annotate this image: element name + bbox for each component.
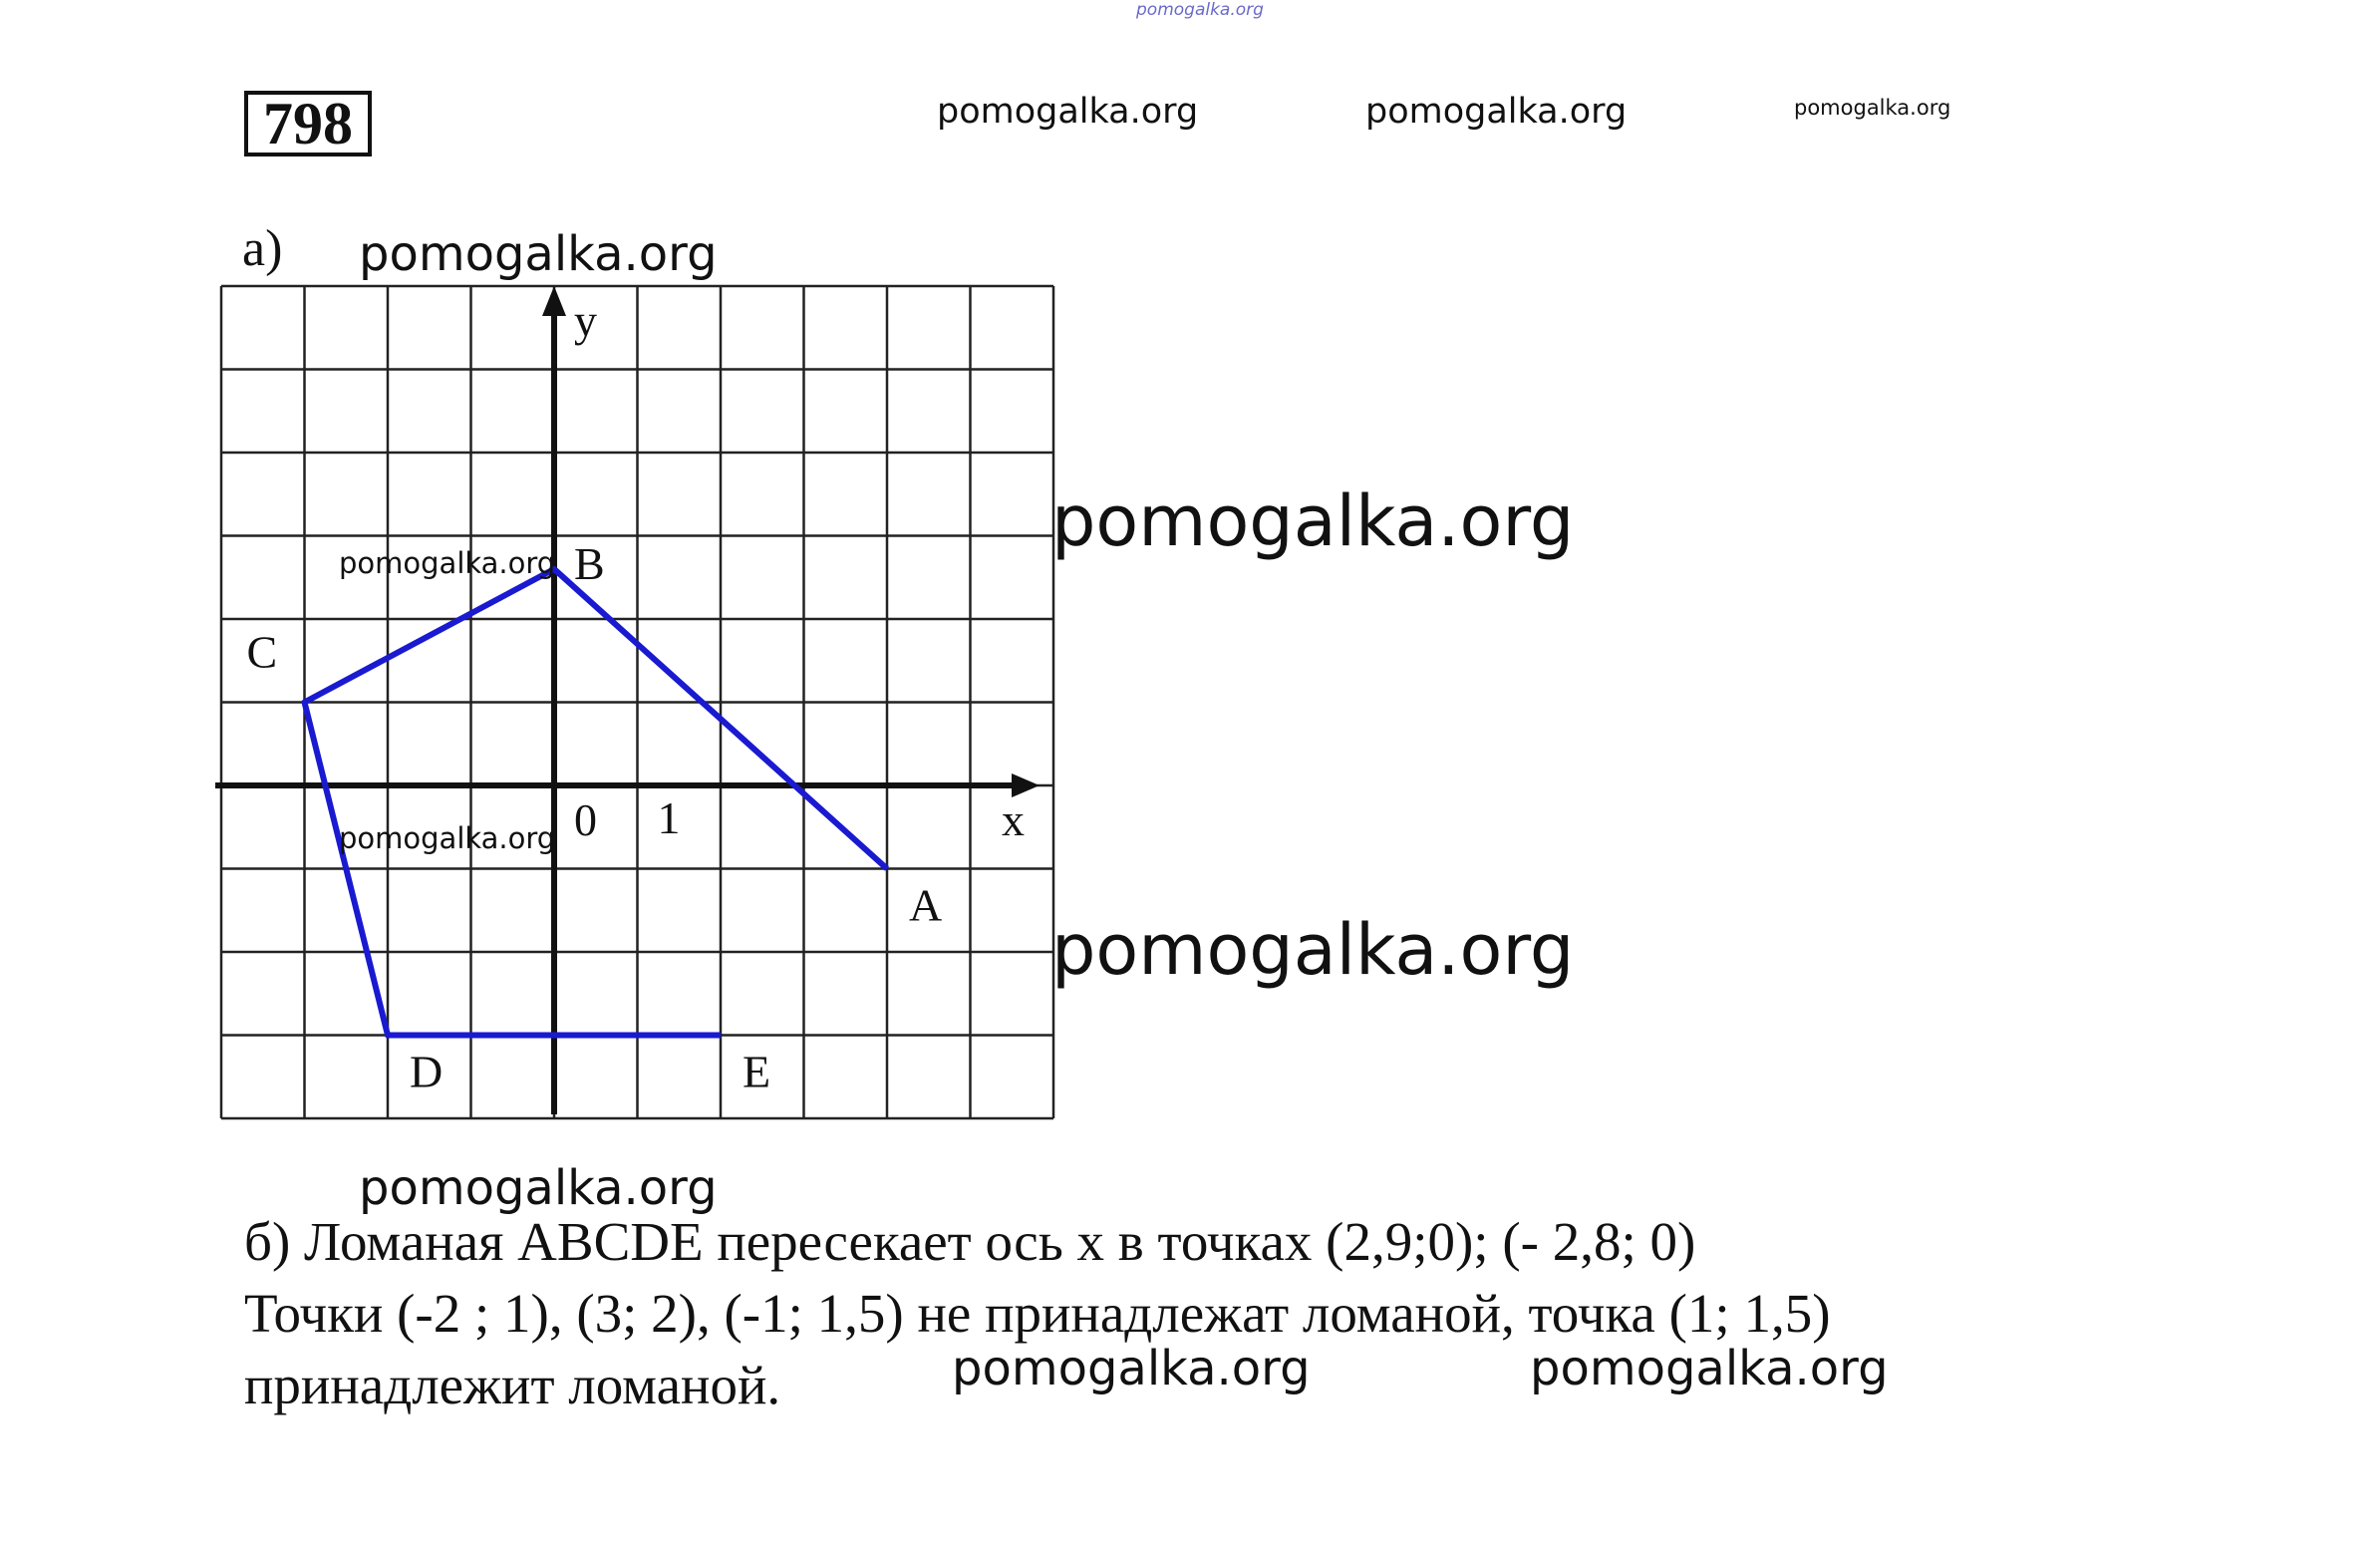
- watermark-graph-right-2: pomogalka.org: [1051, 909, 1575, 991]
- answer-line-3: принадлежит ломаной.: [244, 1355, 781, 1415]
- watermark-header-3: pomogalka.org: [1794, 96, 1951, 120]
- vertex-label: A: [909, 879, 943, 931]
- watermark-header-1: pomogalka.org: [937, 92, 1199, 132]
- watermark-bottom-1: pomogalka.org: [952, 1341, 1311, 1396]
- watermark-header-2: pomogalka.org: [1365, 92, 1628, 132]
- tick-label-origin: 0: [574, 794, 597, 845]
- vertex-label: E: [743, 1046, 771, 1097]
- watermark-below-graph: pomogalka.org: [359, 1160, 718, 1216]
- graph-labels: [247, 295, 1026, 1097]
- y-axis-arrow-icon: [542, 286, 566, 316]
- watermark-graph-right-1: pomogalka.org: [1051, 480, 1575, 562]
- watermark-graph-inner-2: pomogalka.org: [339, 821, 556, 855]
- y-axis-label: y: [574, 295, 597, 346]
- axes: [215, 286, 1040, 1114]
- vertex-label: C: [246, 626, 278, 678]
- vertex-label: D: [410, 1046, 444, 1097]
- part-a-label: а): [242, 220, 283, 277]
- watermark-graph-inner-1: pomogalka.org: [339, 546, 556, 580]
- answer-line-2: Точки (-2 ; 1), (3; 2), (-1; 1,5) не принадлежат ломаной, точка (1; 1,5): [244, 1283, 1831, 1344]
- x-axis-label: x: [1002, 794, 1025, 845]
- watermark-part-a: pomogalka.org: [359, 226, 718, 282]
- watermark-bottom-2: pomogalka.org: [1530, 1341, 1889, 1396]
- problem-number: 798: [244, 91, 372, 156]
- tick-label-x-one: 1: [657, 792, 681, 843]
- grid: [221, 286, 1053, 1118]
- watermark-top-tiny: pomogalka.org: [1136, 0, 1264, 20]
- answer-line-1: б) Ломаная ABCDE пересекает ось x в точках (2,9;0); (- 2,8; 0): [244, 1211, 1696, 1272]
- vertex-label: B: [574, 537, 605, 589]
